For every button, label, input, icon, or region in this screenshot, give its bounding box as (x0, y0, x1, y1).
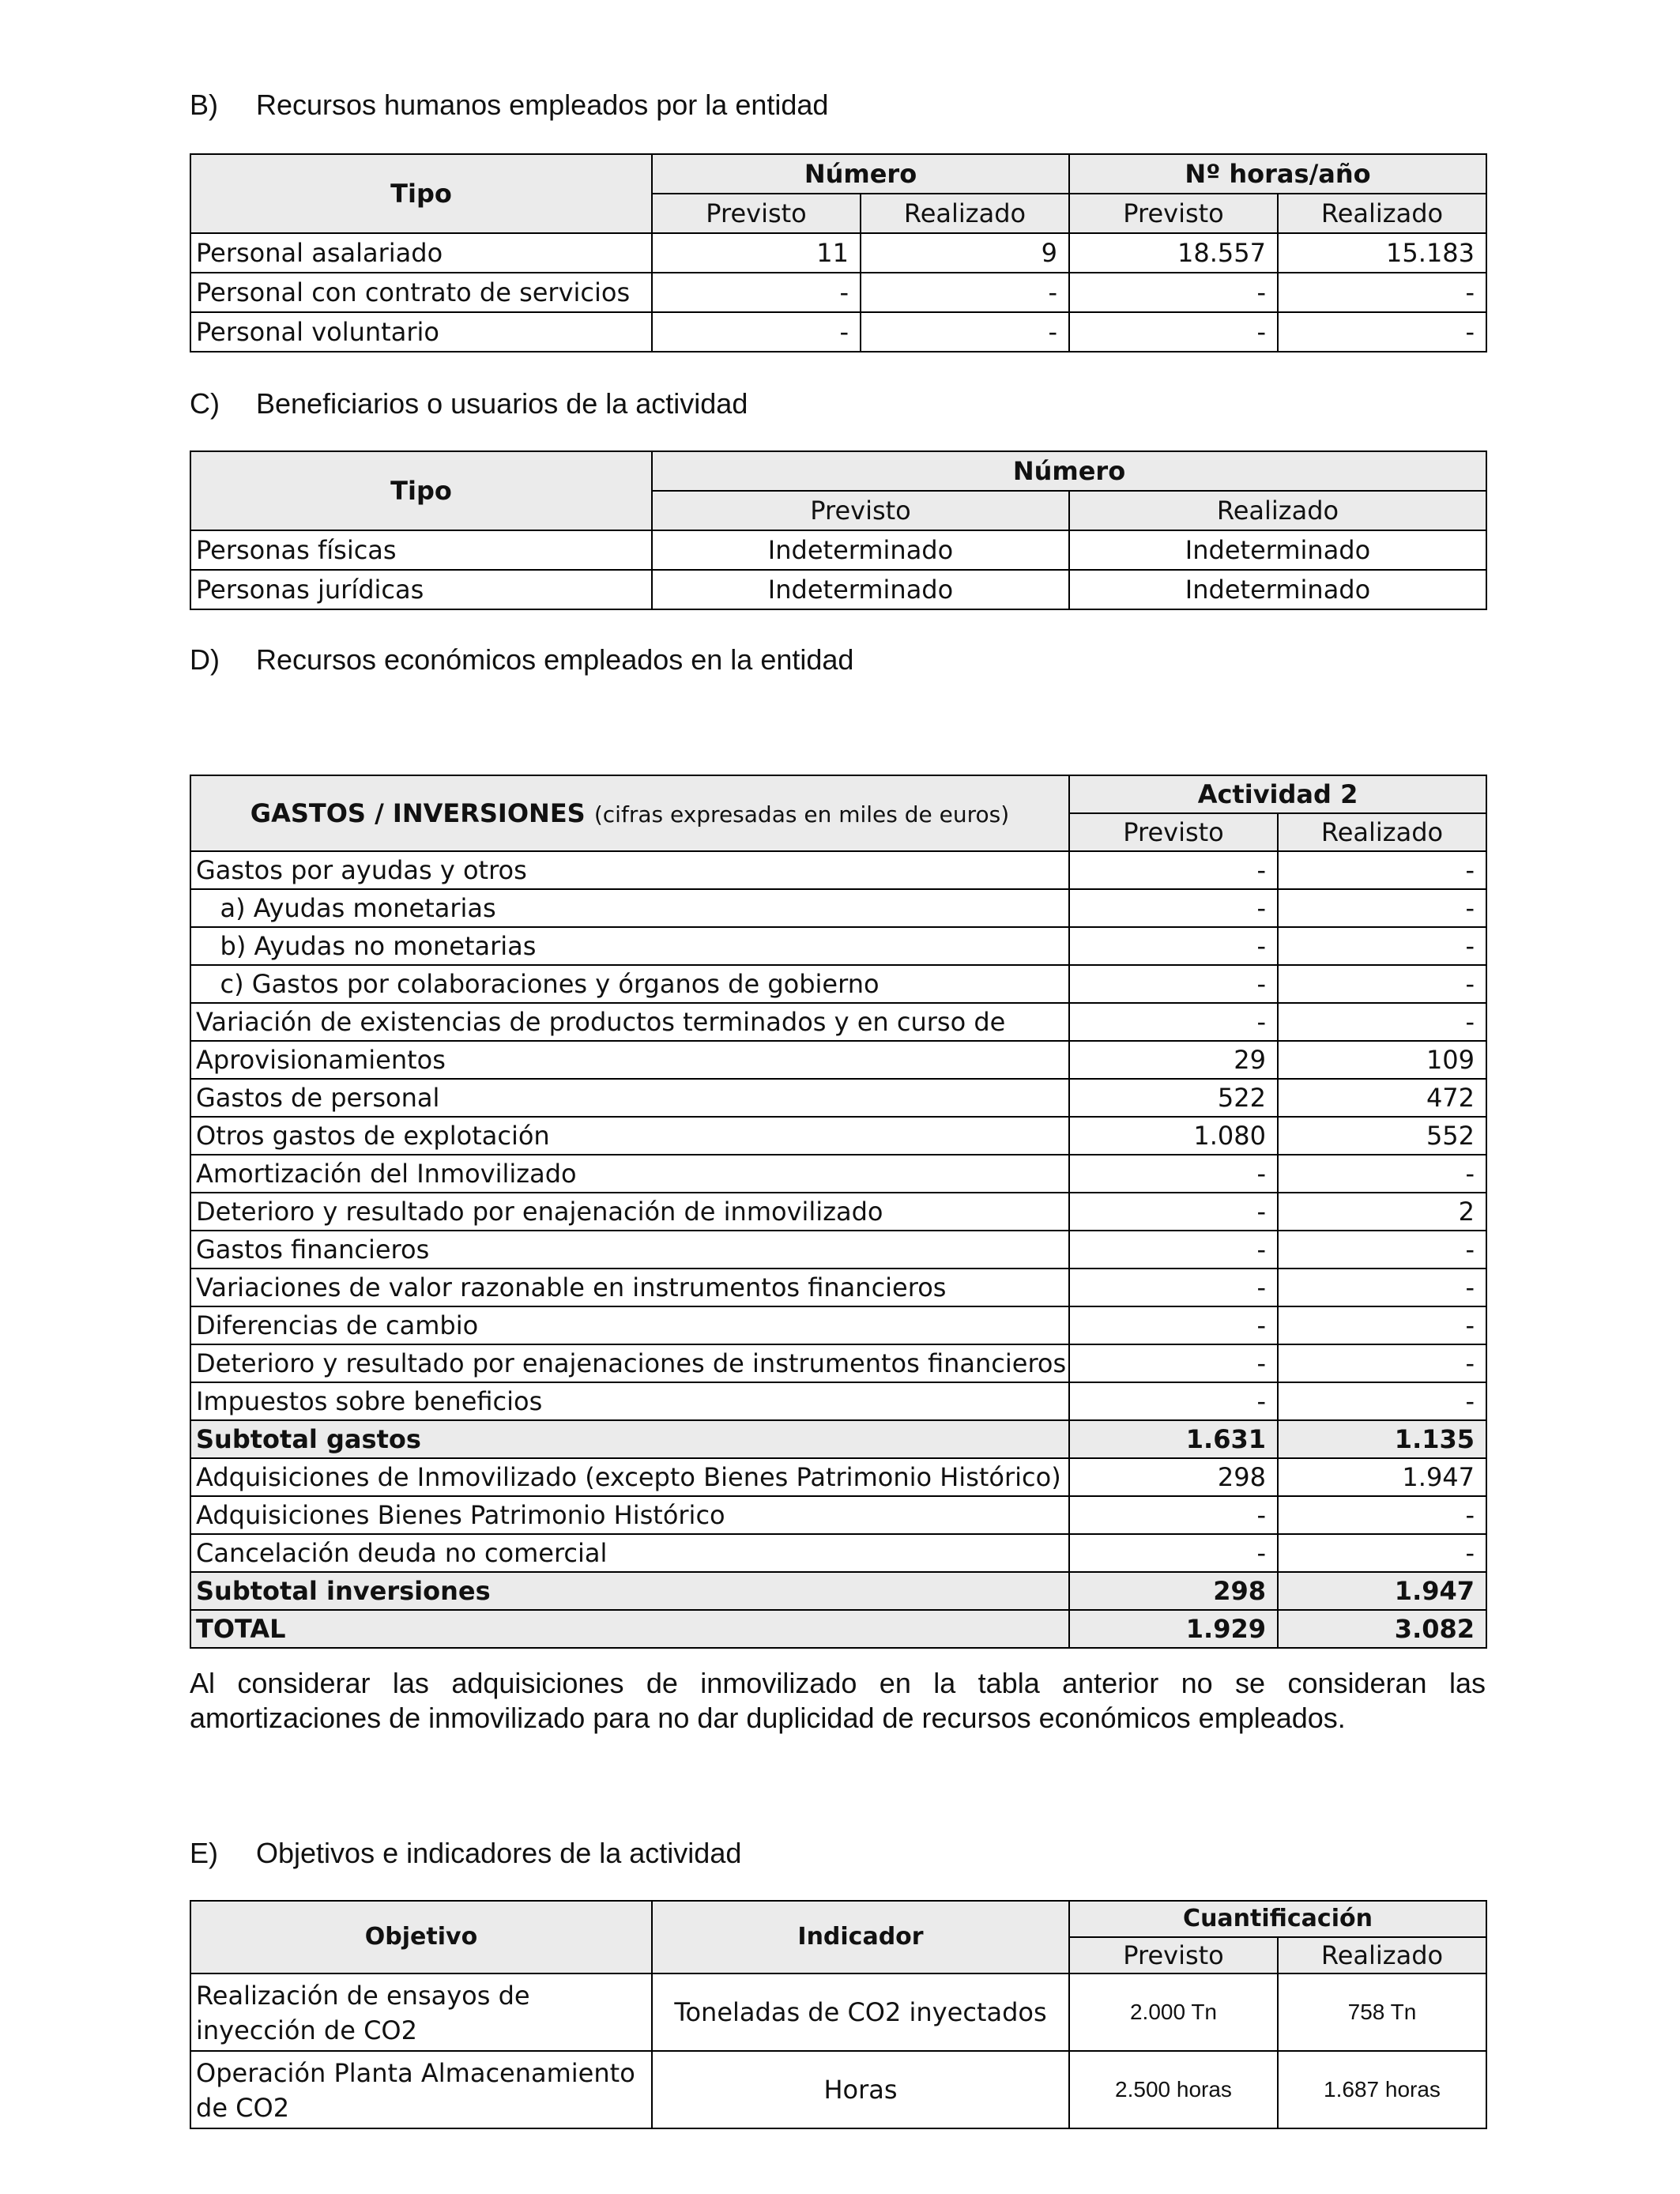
table-row (190, 1610, 1486, 1648)
subheader-realizado: Realizado (1278, 194, 1486, 233)
cell-previsto: - (1069, 965, 1278, 1003)
table-row (190, 1458, 1486, 1496)
table-row (190, 312, 1486, 352)
table-recursos-humanos (190, 153, 1487, 352)
cell-previsto: 298 (1069, 1458, 1278, 1496)
cell-value: 18.557 (1069, 233, 1278, 273)
cell-realizado: - (1278, 1155, 1486, 1193)
table-objetivos (190, 1900, 1487, 2129)
row-label: Adquisiciones Bienes Patrimonio Histórico (190, 1496, 1069, 1534)
cell-realizado: - (1278, 889, 1486, 927)
table-row (190, 927, 1486, 965)
table-body (190, 851, 1486, 1648)
row-label: Gastos de personal (190, 1079, 1069, 1117)
table-row (190, 273, 1486, 312)
cell-previsto: - (1069, 889, 1278, 927)
row-label: Otros gastos de explotación (190, 1117, 1069, 1155)
indicador-cell: Horas (652, 2051, 1069, 2128)
section-letter: E) (190, 1837, 218, 1869)
row-label: Impuestos sobre beneficios (190, 1382, 1069, 1420)
row-label: Variaciones de valor razonable en instrumentos financieros (190, 1269, 1069, 1306)
cell-value: Indeterminado (652, 530, 1069, 570)
cell-realizado: - (1278, 1382, 1486, 1420)
section-title: Objetivos e indicadores de la actividad (256, 1837, 742, 1869)
table-row (190, 1420, 1486, 1458)
row-label: Personal con contrato de servicios (190, 273, 652, 312)
section-title: Beneficiarios o usuarios de la actividad (256, 387, 748, 420)
table-row (190, 965, 1486, 1003)
subheader-previsto: Previsto (652, 491, 1069, 530)
row-label: Personas jurídicas (190, 570, 652, 609)
table-row (190, 1344, 1486, 1382)
table-row (190, 1117, 1486, 1155)
cell-previsto: - (1069, 1231, 1278, 1269)
subheader-previsto: Previsto (1069, 194, 1278, 233)
cell-realizado: - (1278, 927, 1486, 965)
header-cuantificacion: Cuantificación (1069, 1901, 1486, 1937)
row-label: Gastos por ayudas y otros (190, 851, 1069, 889)
objetivo-cell: Realización de ensayos de inyección de CO2 (190, 1973, 652, 2051)
table-recursos-economicos (190, 775, 1487, 1649)
header-indicador: Indicador (652, 1901, 1069, 1973)
table-row (190, 1382, 1486, 1420)
table-row (190, 1306, 1486, 1344)
section-d-heading (190, 643, 853, 677)
cell-value: - (1278, 273, 1486, 312)
cell-previsto: - (1069, 927, 1278, 965)
cell-realizado: 1.135 (1278, 1420, 1486, 1458)
table-row (190, 233, 1486, 273)
table-row (190, 1269, 1486, 1306)
table-row (190, 2051, 1486, 2128)
table-row (190, 1572, 1486, 1610)
cell-realizado: - (1278, 1003, 1486, 1041)
row-label: Personal asalariado (190, 233, 652, 273)
header-tipo: Tipo (190, 154, 652, 233)
cell-value: Indeterminado (1069, 530, 1486, 570)
previsto-cell: 2.500 horas (1069, 2051, 1278, 2128)
cell-previsto: 1.929 (1069, 1610, 1278, 1648)
cell-realizado: - (1278, 1269, 1486, 1306)
row-label: Variación de existencias de productos terminados y en curso de (190, 1003, 1069, 1041)
cell-value: 9 (861, 233, 1069, 273)
cell-realizado: 109 (1278, 1041, 1486, 1079)
subheader-previsto: Previsto (1069, 1937, 1278, 1973)
subheader-previsto: Previsto (652, 194, 861, 233)
table-row (190, 530, 1486, 570)
cell-value: - (1069, 312, 1278, 352)
table-row (190, 1496, 1486, 1534)
cell-value: - (861, 273, 1069, 312)
table-row (190, 1193, 1486, 1231)
row-label: Cancelación deuda no comercial (190, 1534, 1069, 1572)
row-label: Subtotal inversiones (190, 1572, 1069, 1610)
cell-previsto: - (1069, 1269, 1278, 1306)
cell-realizado: 552 (1278, 1117, 1486, 1155)
cell-value: - (1278, 312, 1486, 352)
subheader-realizado: Realizado (1278, 813, 1486, 851)
cell-value: - (652, 312, 861, 352)
row-label: b) Ayudas no monetarias (190, 927, 1069, 965)
cell-previsto: 298 (1069, 1572, 1278, 1610)
previsto-cell: 2.000 Tn (1069, 1973, 1278, 2051)
cell-realizado: - (1278, 1534, 1486, 1572)
row-label: a) Ayudas monetarias (190, 889, 1069, 927)
cell-realizado: - (1278, 1344, 1486, 1382)
header-horas: Nº horas/año (1069, 154, 1486, 194)
cell-realizado: 2 (1278, 1193, 1486, 1231)
table-row (190, 889, 1486, 927)
cell-realizado: 472 (1278, 1079, 1486, 1117)
row-label: Subtotal gastos (190, 1420, 1069, 1458)
header-gastos-inversiones (190, 775, 1069, 851)
indicador-cell: Toneladas de CO2 inyectados (652, 1973, 1069, 2051)
note-paragraph: Al considerar las adquisiciones de inmovilizado en la tabla anterior no se consideran las amortizaciones de inmovilizado para no dar duplicidad de recursos económicos empleados. (190, 1667, 1486, 1734)
cell-previsto: 1.631 (1069, 1420, 1278, 1458)
header-objetivo: Objetivo (190, 1901, 652, 1973)
cell-realizado: 1.947 (1278, 1458, 1486, 1496)
cell-value: - (861, 312, 1069, 352)
table-row (190, 1079, 1486, 1117)
cell-previsto: - (1069, 1193, 1278, 1231)
realizado-cell: 1.687 horas (1278, 2051, 1486, 2128)
table-row (190, 1041, 1486, 1079)
cell-realizado: - (1278, 1496, 1486, 1534)
section-title: Recursos humanos empleados por la entidad (256, 89, 829, 121)
header-gastos-title: GASTOS / INVERSIONES (250, 798, 586, 828)
cell-previsto: 522 (1069, 1079, 1278, 1117)
cell-previsto: - (1069, 1534, 1278, 1572)
cell-previsto: - (1069, 1003, 1278, 1041)
cell-value: 11 (652, 233, 861, 273)
objetivo-cell: Operación Planta Almacenamiento de CO2 (190, 2051, 652, 2128)
row-label: Deterioro y resultado por enajenación de inmovilizado (190, 1193, 1069, 1231)
cell-realizado: - (1278, 1231, 1486, 1269)
section-c-heading (190, 387, 748, 420)
row-label: Gastos financieros (190, 1231, 1069, 1269)
cell-previsto: - (1069, 1496, 1278, 1534)
section-letter: B) (190, 89, 218, 121)
cell-realizado: 3.082 (1278, 1610, 1486, 1648)
header-gastos-note: (cifras expresadas en miles de euros) (593, 801, 1010, 827)
table-row (190, 570, 1486, 609)
subheader-realizado: Realizado (1069, 491, 1486, 530)
subheader-previsto: Previsto (1069, 813, 1278, 851)
row-label: Aprovisionamientos (190, 1041, 1069, 1079)
header-numero: Número (652, 154, 1069, 194)
cell-value: - (1069, 273, 1278, 312)
row-label: Adquisiciones de Inmovilizado (excepto Bienes Patrimonio Histórico) (190, 1458, 1069, 1496)
table-row (190, 1155, 1486, 1193)
table-row (190, 1231, 1486, 1269)
cell-value: Indeterminado (652, 570, 1069, 609)
header-tipo: Tipo (190, 451, 652, 530)
cell-previsto: - (1069, 1306, 1278, 1344)
cell-value: - (652, 273, 861, 312)
table-row (190, 1534, 1486, 1572)
realizado-cell: 758 Tn (1278, 1973, 1486, 2051)
row-label: TOTAL (190, 1610, 1069, 1648)
header-numero: Número (652, 451, 1486, 491)
cell-previsto: 29 (1069, 1041, 1278, 1079)
section-title: Recursos económicos empleados en la entidad (256, 643, 854, 676)
cell-realizado: 1.947 (1278, 1572, 1486, 1610)
table-beneficiarios (190, 450, 1487, 610)
cell-previsto: 1.080 (1069, 1117, 1278, 1155)
row-label: Deterioro y resultado por enajenaciones de instrumentos financieros (190, 1344, 1069, 1382)
cell-realizado: - (1278, 965, 1486, 1003)
cell-previsto: - (1069, 1344, 1278, 1382)
subheader-realizado: Realizado (861, 194, 1069, 233)
cell-value: 15.183 (1278, 233, 1486, 273)
table-row (190, 851, 1486, 889)
section-e-heading (190, 1837, 741, 1870)
cell-previsto: - (1069, 1155, 1278, 1193)
subheader-realizado: Realizado (1278, 1937, 1486, 1973)
header-actividad: Actividad 2 (1069, 775, 1486, 813)
row-label: Personal voluntario (190, 312, 652, 352)
section-b-heading (190, 89, 828, 122)
row-label: c) Gastos por colaboraciones y órganos de gobierno (190, 965, 1069, 1003)
row-label: Amortización del Inmovilizado (190, 1155, 1069, 1193)
cell-value: Indeterminado (1069, 570, 1486, 609)
cell-realizado: - (1278, 851, 1486, 889)
table-row (190, 1003, 1486, 1041)
cell-previsto: - (1069, 1382, 1278, 1420)
section-letter: C) (190, 387, 220, 420)
cell-realizado: - (1278, 1306, 1486, 1344)
table-row (190, 1973, 1486, 2051)
row-label: Diferencias de cambio (190, 1306, 1069, 1344)
cell-previsto: - (1069, 851, 1278, 889)
section-letter: D) (190, 643, 220, 676)
row-label: Personas físicas (190, 530, 652, 570)
